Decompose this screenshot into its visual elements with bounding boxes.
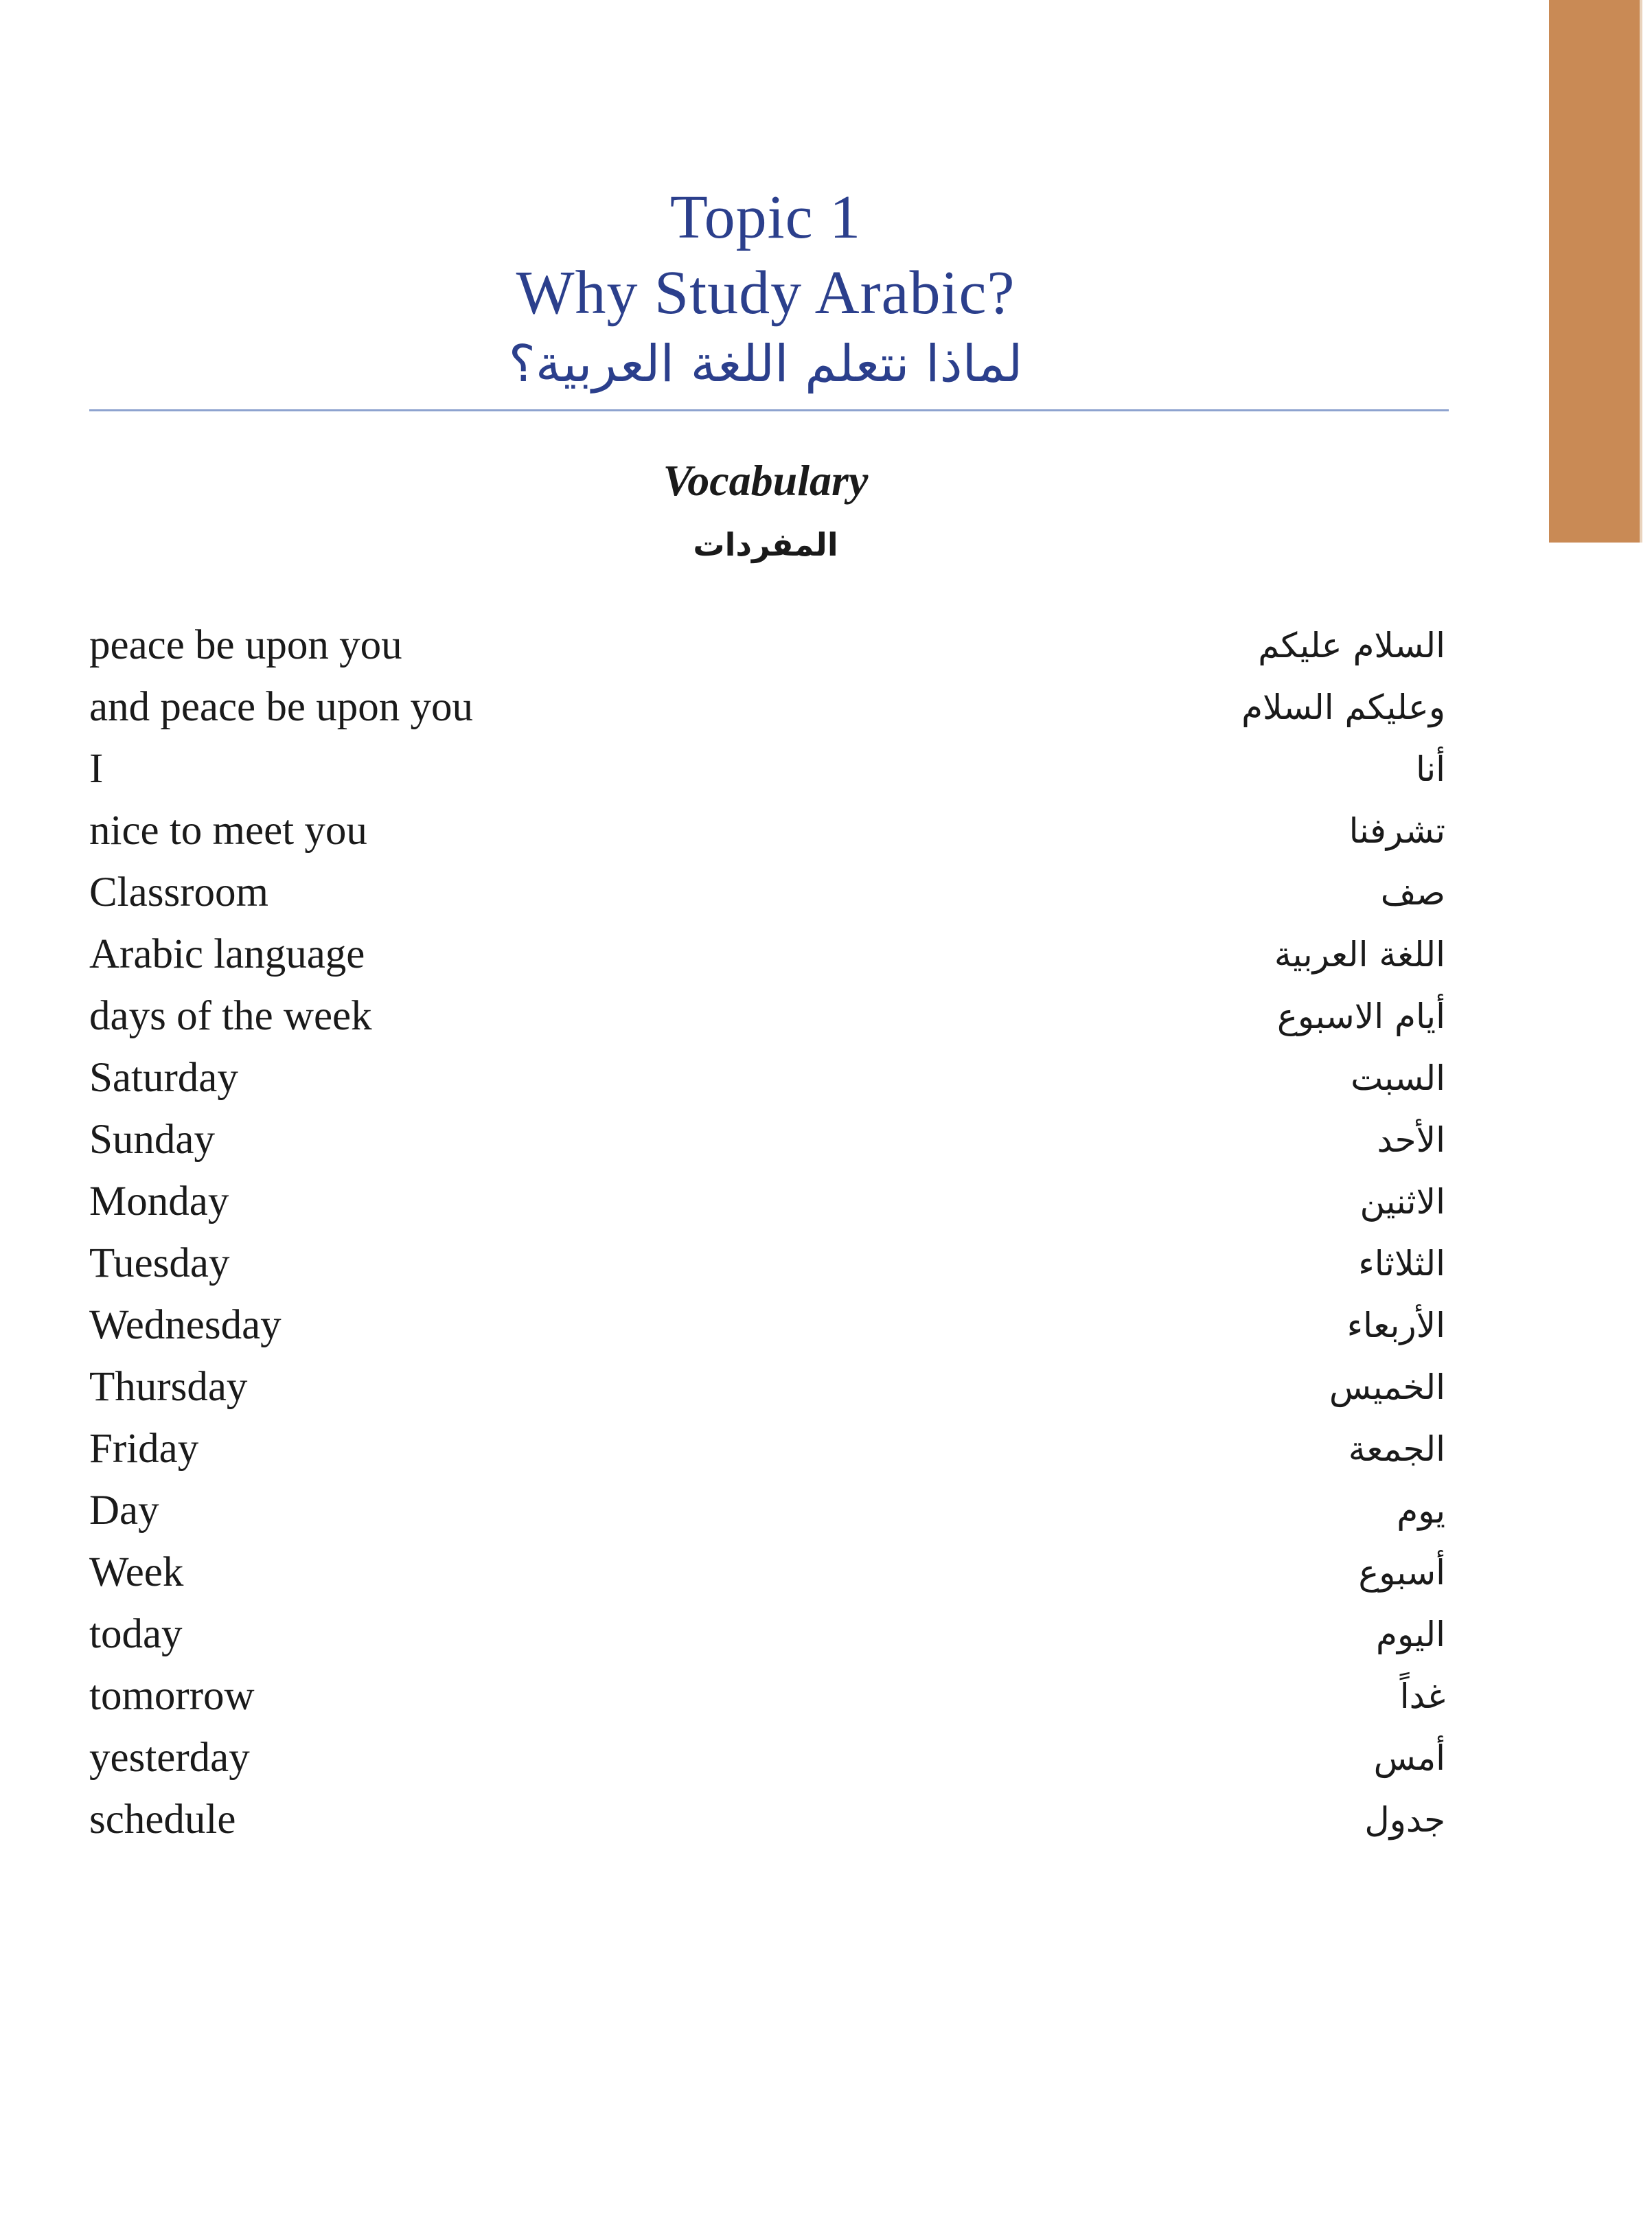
vocabulary-row: [89, 800, 1445, 862]
heading-divider: [89, 409, 1449, 411]
vocabulary-heading: Vocabulary: [663, 456, 869, 505]
vocabulary-list: [89, 615, 1445, 1851]
english-term: Saturday: [89, 1055, 238, 1101]
arabic-term: أيام الاسبوع: [1277, 996, 1445, 1036]
english-term: Arabic language: [89, 931, 365, 977]
arabic-term: وعليكم السلام: [1241, 687, 1445, 727]
vocabulary-row: [89, 1171, 1445, 1233]
english-term: Friday: [89, 1426, 199, 1472]
vocabulary-row: [89, 985, 1445, 1047]
english-term: Week: [89, 1549, 184, 1595]
english-term: schedule: [89, 1797, 236, 1843]
english-term: Sunday: [89, 1117, 215, 1163]
topic-title-english: Why Study Arabic?: [516, 259, 1016, 327]
vocabulary-row: [89, 1727, 1445, 1789]
vocabulary-row: [89, 615, 1445, 676]
chapter-side-tab: [1549, 0, 1640, 543]
arabic-term: تشرفنا: [1349, 811, 1445, 851]
vocabulary-row: [89, 1233, 1445, 1295]
arabic-term: أسبوع: [1358, 1553, 1445, 1593]
arabic-term: الأربعاء: [1346, 1306, 1445, 1345]
english-term: days of the week: [89, 993, 372, 1039]
english-term: peace be upon you: [89, 622, 402, 668]
arabic-term: أمس: [1373, 1738, 1445, 1778]
vocabulary-row: [89, 1109, 1445, 1171]
english-term: I: [89, 746, 104, 792]
english-term: today: [89, 1611, 183, 1657]
english-term: and peace be upon you: [89, 684, 473, 730]
vocabulary-row: [89, 1789, 1445, 1851]
vocabulary-row: [89, 924, 1445, 985]
english-term: yesterday: [89, 1735, 250, 1781]
vocabulary-row: [89, 1665, 1445, 1727]
vocabulary-row: [89, 1604, 1445, 1665]
arabic-term: السلام عليكم: [1258, 626, 1445, 665]
vocabulary-row: [89, 862, 1445, 924]
vocabulary-heading-arabic: المفردات: [693, 526, 838, 563]
arabic-term: غداً: [1399, 1676, 1445, 1716]
topic-number: Topic 1: [669, 183, 862, 251]
english-term: Tuesday: [89, 1240, 230, 1286]
arabic-term: الثلاثاء: [1358, 1244, 1445, 1284]
english-term: Wednesday: [89, 1302, 282, 1348]
page-edge: [1640, 0, 1642, 543]
english-term: Thursday: [89, 1364, 248, 1410]
arabic-term: أنا: [1415, 749, 1445, 789]
arabic-term: اليوم: [1375, 1615, 1445, 1654]
vocabulary-row: [89, 1418, 1445, 1480]
arabic-term: الخميس: [1329, 1367, 1445, 1407]
english-term: tomorrow: [89, 1673, 255, 1719]
vocabulary-row: [89, 1480, 1445, 1542]
vocabulary-row: [89, 738, 1445, 800]
english-term: Day: [89, 1487, 159, 1534]
arabic-term: الاثنين: [1360, 1182, 1445, 1222]
vocabulary-row: [89, 676, 1445, 738]
vocabulary-row: [89, 1542, 1445, 1604]
arabic-term: صف: [1380, 873, 1445, 913]
arabic-term: الجمعة: [1348, 1429, 1445, 1469]
vocabulary-row: [89, 1295, 1445, 1356]
vocabulary-row: [89, 1356, 1445, 1418]
arabic-term: الأحد: [1377, 1120, 1445, 1160]
topic-title-arabic: لماذا نتعلم اللغة العربية؟: [508, 334, 1023, 394]
english-term: Monday: [89, 1178, 229, 1224]
vocabulary-row: [89, 1047, 1445, 1109]
english-term: Classroom: [89, 869, 268, 915]
english-term: nice to meet you: [89, 808, 367, 854]
arabic-term: جدول: [1364, 1800, 1445, 1840]
arabic-term: اللغة العربية: [1274, 935, 1445, 974]
arabic-term: يوم: [1397, 1491, 1445, 1531]
arabic-term: السبت: [1351, 1058, 1445, 1098]
